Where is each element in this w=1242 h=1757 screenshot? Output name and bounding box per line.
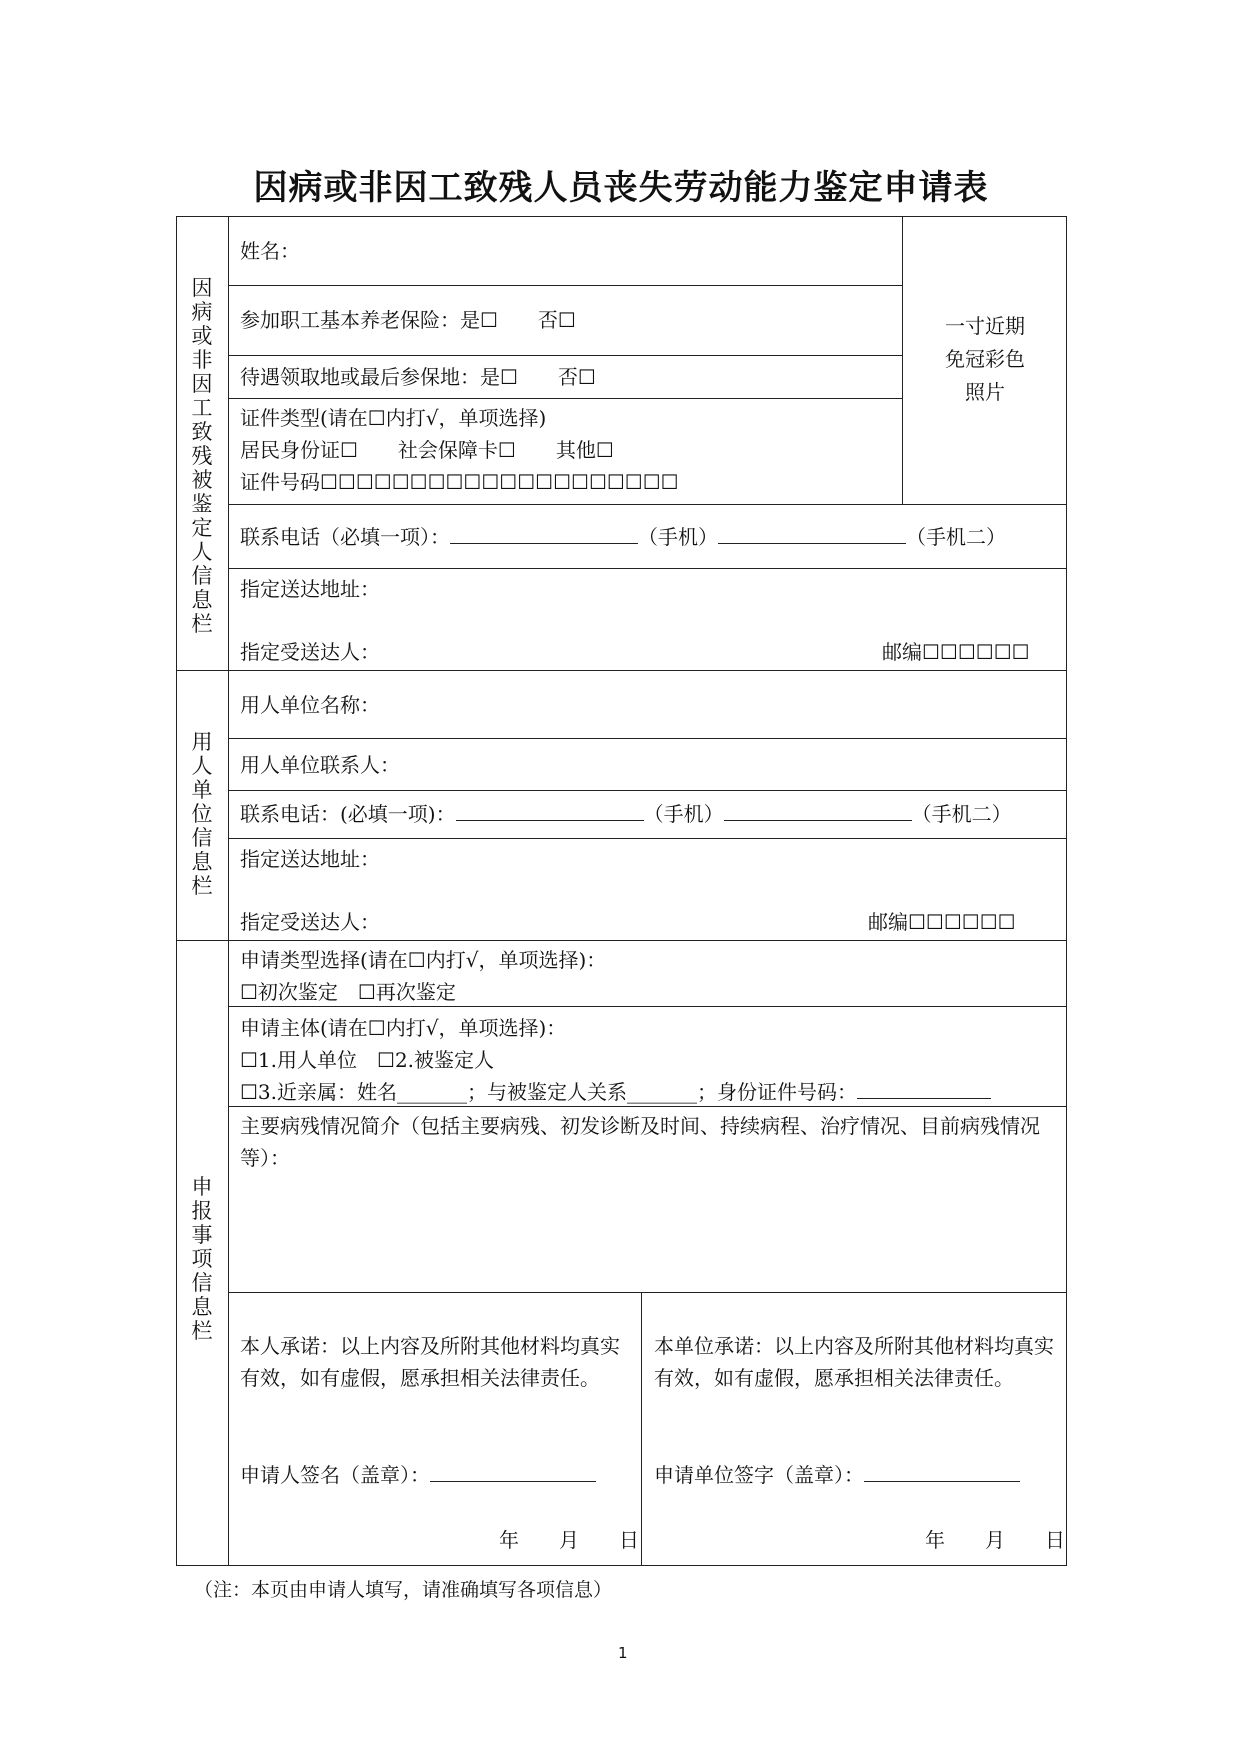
applicant-subject-options[interactable]: ☐1.用人单位 ☐2.被鉴定人 bbox=[240, 1048, 495, 1072]
mobile2-label: （手机二） bbox=[911, 802, 1012, 826]
table-border-left bbox=[176, 216, 177, 1566]
row-line bbox=[228, 355, 902, 356]
relative-id-field[interactable] bbox=[857, 1076, 991, 1099]
person-name-field[interactable]: 姓名： bbox=[240, 239, 300, 263]
person-postcode-field[interactable]: 邮编☐☐☐☐☐☐ bbox=[882, 640, 1030, 664]
person-phone-field[interactable] bbox=[450, 521, 638, 544]
photo-placeholder[interactable] bbox=[904, 310, 1066, 409]
applicant-subject-label: 申请主体(请在☐内打√，单项选择)： bbox=[240, 1016, 567, 1040]
phone-label: 联系电话：(必填一项)： bbox=[240, 802, 456, 826]
unit-sign-row bbox=[654, 1459, 1020, 1491]
pledge-divider bbox=[641, 1292, 642, 1566]
unit-sign-label: 申请单位签字（盖章）： bbox=[654, 1463, 864, 1487]
unit-pledge: 本单位承诺：以上内容及所附其他材料均真实有效，如有虚假，愿承担相关法律责任。 bbox=[654, 1334, 1054, 1390]
employer-phone-field[interactable] bbox=[456, 798, 644, 821]
section-divider bbox=[176, 670, 1066, 671]
applicant-sign-field[interactable] bbox=[430, 1459, 596, 1482]
application-type-options[interactable]: ☐初次鉴定 ☐再次鉴定 bbox=[240, 980, 456, 1004]
section-label-application: 申报事项信息栏 bbox=[191, 1175, 213, 1343]
employer-recipient-field[interactable]: 指定受送达人： bbox=[240, 910, 380, 934]
unit-date-field[interactable]: 年 月 日 bbox=[925, 1528, 1065, 1552]
footer-note: （注：本页由申请人填写，请准确填写各项信息） bbox=[194, 1579, 613, 1601]
page-number: 1 bbox=[618, 1644, 628, 1662]
photo-text-line: 一寸近期 bbox=[945, 314, 1025, 338]
relative-line[interactable]: ☐3.近亲属：姓名_______；与被鉴定人关系_______；身份证件号码： bbox=[240, 1080, 858, 1104]
phone-label: 联系电话（必填一项）： bbox=[240, 525, 450, 549]
mobile-label: （手机） bbox=[638, 525, 718, 549]
section-label-person: 因病或非因工致残被鉴定人信息栏 bbox=[191, 276, 213, 636]
benefit-place-checkbox-field[interactable]: 待遇领取地或最后参保地：是☐ 否☐ bbox=[240, 365, 596, 389]
photo-divider bbox=[902, 216, 903, 504]
label-column-divider bbox=[228, 216, 229, 1566]
table-border-bottom bbox=[176, 1565, 1066, 1566]
row-line bbox=[228, 790, 1066, 791]
pension-checkbox-field[interactable]: 参加职工基本养老保险：是☐ 否☐ bbox=[240, 308, 576, 332]
row-line bbox=[228, 504, 1066, 505]
row-line bbox=[228, 738, 1066, 739]
applicant-sign-row bbox=[240, 1459, 596, 1491]
person-phone2-field[interactable] bbox=[718, 521, 906, 544]
employer-name-field[interactable]: 用人单位名称： bbox=[240, 693, 380, 717]
table-border-top bbox=[176, 216, 1066, 217]
table-border-right bbox=[1066, 216, 1067, 1566]
photo-text-line: 照片 bbox=[965, 380, 1005, 404]
section-label-employer: 用人单位信息栏 bbox=[191, 730, 213, 898]
form-title: 因病或非因工致残人员丧失劳动能力鉴定申请表 bbox=[253, 168, 989, 208]
mobile2-label: （手机二） bbox=[906, 525, 1006, 549]
condition-field[interactable]: 主要病残情况简介（包括主要病残、初发诊断及时间、持续病程、治疗情况、目前病残情况等）： bbox=[240, 1114, 1040, 1170]
id-type-options[interactable]: 居民身份证☐ 社会保障卡☐ 其他☐ bbox=[240, 438, 614, 462]
row-line bbox=[228, 568, 1066, 569]
person-recipient-field[interactable]: 指定受送达人： bbox=[240, 640, 380, 664]
employer-address-field[interactable]: 指定送达地址： bbox=[240, 847, 380, 871]
row-line bbox=[228, 1292, 1066, 1293]
relative-row bbox=[240, 1076, 991, 1108]
row-line bbox=[228, 838, 1066, 839]
id-type-label: 证件类型(请在☐内打√，单项选择) bbox=[240, 406, 547, 430]
personal-pledge: 本人承诺：以上内容及所附其他材料均真实有效，如有虚假，愿承担相关法律责任。 bbox=[240, 1334, 620, 1390]
unit-sign-field[interactable] bbox=[864, 1459, 1020, 1482]
person-address-field[interactable]: 指定送达地址： bbox=[240, 577, 380, 601]
employer-contact-field[interactable]: 用人单位联系人： bbox=[240, 753, 400, 777]
photo-text-line: 免冠彩色 bbox=[945, 347, 1025, 371]
row-line bbox=[228, 285, 902, 286]
employer-phone-row bbox=[240, 798, 1012, 830]
person-phone-row bbox=[240, 521, 1006, 553]
application-type-label: 申请类型选择(请在☐内打√，单项选择)： bbox=[240, 948, 607, 972]
row-line bbox=[228, 398, 902, 399]
applicant-date-field[interactable]: 年 月 日 bbox=[499, 1528, 639, 1552]
applicant-sign-label: 申请人签名（盖章）： bbox=[240, 1463, 430, 1487]
id-number-field[interactable]: 证件号码☐☐☐☐☐☐☐☐☐☐☐☐☐☐☐☐☐☐☐☐ bbox=[240, 470, 679, 494]
employer-postcode-field[interactable]: 邮编☐☐☐☐☐☐ bbox=[868, 910, 1016, 934]
section-divider bbox=[176, 940, 1066, 941]
mobile-label: （手机） bbox=[643, 802, 724, 826]
employer-phone2-field[interactable] bbox=[724, 798, 912, 821]
